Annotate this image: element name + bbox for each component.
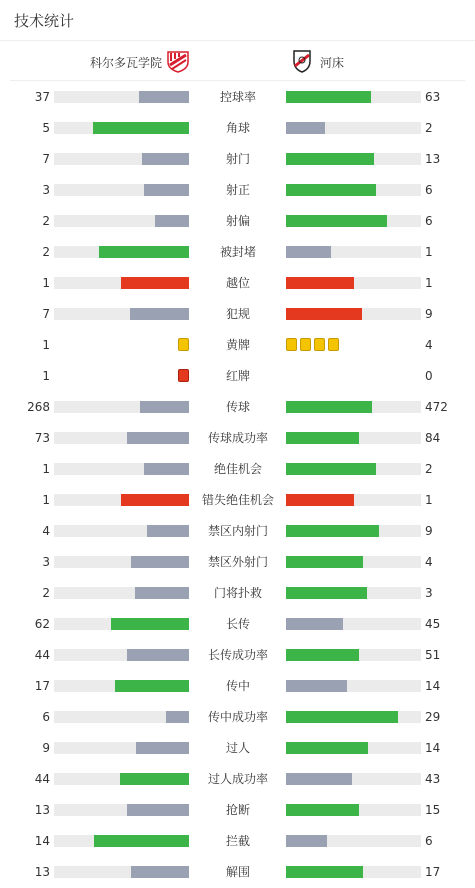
home-stat-value: 37 <box>34 90 50 104</box>
away-stat-bar-track <box>286 432 421 444</box>
stat-label: 黄牌 <box>225 338 250 352</box>
away-stat-bar-track <box>286 184 421 196</box>
away-stat-value: 6 <box>425 834 433 848</box>
home-stat-bar <box>93 122 189 134</box>
away-stat-bar <box>286 618 343 630</box>
stat-row <box>0 521 475 541</box>
away-stat-bar <box>286 525 379 537</box>
home-stat-bar <box>127 432 189 444</box>
home-stat-bar <box>140 401 189 413</box>
home-stat-bar <box>127 649 189 661</box>
stat-row <box>0 583 475 603</box>
stat-row <box>0 428 475 448</box>
home-stat-bar-track <box>54 618 189 630</box>
header-divider <box>0 40 475 41</box>
home-stat-value: 1 <box>42 462 50 476</box>
home-stat-bar <box>127 804 189 816</box>
stat-row <box>0 738 475 758</box>
away-stat-bar <box>286 835 327 847</box>
home-stat-value: 7 <box>42 307 50 321</box>
away-stat-value: 1 <box>425 245 433 259</box>
stat-label: 红牌 <box>225 369 250 383</box>
away-stat-value: 9 <box>425 307 433 321</box>
away-stat-bar-track <box>286 308 421 320</box>
home-stat-bar-track <box>54 556 189 568</box>
home-stat-bar <box>111 618 189 630</box>
home-stat-value: 73 <box>34 431 50 445</box>
away-stat-bar-track <box>286 277 421 289</box>
yellow-card-icon <box>286 338 297 351</box>
away-stat-bar <box>286 804 359 816</box>
away-stat-value: 63 <box>425 90 441 104</box>
home-stat-bar-track <box>54 835 189 847</box>
home-stat-bar-track <box>54 432 189 444</box>
stat-label: 解围 <box>225 865 250 879</box>
home-stat-bar-track <box>54 494 189 506</box>
stat-row <box>0 335 475 355</box>
stat-row <box>0 800 475 820</box>
away-stat-bar-track <box>286 680 421 692</box>
away-stat-bar-track <box>286 401 421 413</box>
home-stat-value: 1 <box>42 338 50 352</box>
home-stat-bar-track <box>54 866 189 878</box>
away-stat-value: 472 <box>425 400 448 414</box>
home-stat-bar-track <box>54 587 189 599</box>
home-stat-bar-track <box>54 525 189 537</box>
home-stat-value: 7 <box>42 152 50 166</box>
teams-header <box>0 42 475 80</box>
home-stat-value: 14 <box>34 834 50 848</box>
home-stat-bar <box>144 463 189 475</box>
home-stat-value: 3 <box>42 183 50 197</box>
stat-label: 射偏 <box>225 214 250 228</box>
stat-row <box>0 831 475 851</box>
away-stat-bar <box>286 711 398 723</box>
away-stat-value: 3 <box>425 586 433 600</box>
away-stat-value: 17 <box>425 865 441 879</box>
home-team[interactable] <box>90 49 190 76</box>
away-stat-bar <box>286 215 387 227</box>
away-stat-bar <box>286 680 347 692</box>
away-stat-bar-track <box>286 866 421 878</box>
stat-row <box>0 149 475 169</box>
away-stat-bar <box>286 649 359 661</box>
away-stat-bar-track <box>286 494 421 506</box>
away-stat-value: 84 <box>425 431 441 445</box>
home-stat-value: 13 <box>34 803 50 817</box>
away-stat-value: 13 <box>425 152 441 166</box>
home-stat-value: 1 <box>42 369 50 383</box>
home-stat-bar-track <box>54 153 189 165</box>
away-stat-value: 45 <box>425 617 441 631</box>
home-stat-bar <box>94 835 189 847</box>
away-stat-value: 6 <box>425 183 433 197</box>
away-stat-bar-track <box>286 742 421 754</box>
home-stat-value: 4 <box>42 524 50 538</box>
home-stat-bar <box>139 91 189 103</box>
away-stat-value: 4 <box>425 555 433 569</box>
home-stat-bar-track <box>54 122 189 134</box>
away-stat-bar-track <box>286 773 421 785</box>
home-stat-bar <box>120 773 189 785</box>
home-stat-bar-track <box>54 804 189 816</box>
away-stat-value: 9 <box>425 524 433 538</box>
away-stat-bar <box>286 308 362 320</box>
stat-label: 射门 <box>225 152 250 166</box>
stat-row <box>0 645 475 665</box>
away-stat-value: 43 <box>425 772 441 786</box>
home-stat-bar-track <box>54 649 189 661</box>
home-stat-bar <box>131 866 189 878</box>
home-stat-bar <box>136 742 189 754</box>
yellow-card-icon <box>300 338 311 351</box>
away-stat-bar-track <box>286 122 421 134</box>
away-stat-value: 6 <box>425 214 433 228</box>
stat-label: 越位 <box>225 276 250 290</box>
stat-row <box>0 211 475 231</box>
stat-row <box>0 676 475 696</box>
stat-row <box>0 459 475 479</box>
home-stat-value: 268 <box>27 400 50 414</box>
away-stat-bar <box>286 773 352 785</box>
stat-label: 禁区外射门 <box>207 555 268 569</box>
stat-label: 错失绝佳机会 <box>201 493 274 507</box>
away-stat-value: 14 <box>425 741 441 755</box>
away-stat-value: 14 <box>425 679 441 693</box>
away-stat-bar <box>286 866 363 878</box>
stat-label: 被封堵 <box>219 245 256 259</box>
stat-label: 传球成功率 <box>207 431 268 445</box>
away-stat-bar-track <box>286 215 421 227</box>
away-stat-value: 1 <box>425 276 433 290</box>
away-stat-bar <box>286 153 374 165</box>
away-stat-bar-track <box>286 618 421 630</box>
home-stat-value: 6 <box>42 710 50 724</box>
away-stat-bar <box>286 277 354 289</box>
home-stat-bar <box>121 277 189 289</box>
away-stat-value: 2 <box>425 121 433 135</box>
away-team-logo-icon <box>292 49 312 76</box>
stat-label: 禁区内射门 <box>207 524 268 538</box>
home-stat-bar <box>144 184 189 196</box>
away-stat-bar-track <box>286 463 421 475</box>
home-team-name: 科尔多瓦学院 <box>89 56 162 70</box>
home-stat-bar-track <box>54 277 189 289</box>
home-stat-value: 44 <box>34 648 50 662</box>
home-team-logo-icon <box>166 49 190 76</box>
stat-row <box>0 707 475 727</box>
home-stat-value: 1 <box>42 493 50 507</box>
stat-row <box>0 87 475 107</box>
away-stat-bar-track <box>286 91 421 103</box>
away-team[interactable] <box>292 49 344 76</box>
home-stat-bar <box>121 494 189 506</box>
home-stat-bar-track <box>54 215 189 227</box>
stat-row <box>0 242 475 262</box>
stat-label: 门将扑救 <box>213 586 262 600</box>
stat-row <box>0 862 475 882</box>
away-stat-bar <box>286 401 372 413</box>
home-stat-bar-track <box>54 773 189 785</box>
away-stat-value: 4 <box>425 338 433 352</box>
home-stat-bar <box>142 153 189 165</box>
stat-label: 长传 <box>225 617 250 631</box>
stat-label: 射正 <box>225 183 250 197</box>
home-stat-value: 2 <box>42 214 50 228</box>
stat-row <box>0 769 475 789</box>
home-stat-value: 2 <box>42 586 50 600</box>
home-stat-value: 3 <box>42 555 50 569</box>
home-stat-bar-track <box>54 91 189 103</box>
home-stat-bar-track <box>54 711 189 723</box>
away-cards <box>286 338 339 352</box>
page-title: 技术统计 <box>14 12 75 30</box>
home-stat-value: 13 <box>34 865 50 879</box>
away-stat-bar-track <box>286 649 421 661</box>
home-stat-value: 9 <box>42 741 50 755</box>
stat-label: 传球 <box>225 400 250 414</box>
away-stat-bar <box>286 494 354 506</box>
away-stat-bar <box>286 463 376 475</box>
away-stat-bar <box>286 246 331 258</box>
away-stat-value: 51 <box>425 648 441 662</box>
stat-label: 控球率 <box>219 90 256 104</box>
home-stat-bar-track <box>54 246 189 258</box>
stat-label: 传中成功率 <box>207 710 268 724</box>
stat-row <box>0 614 475 634</box>
away-stat-bar <box>286 91 371 103</box>
home-stat-bar <box>155 215 189 227</box>
stat-row <box>0 273 475 293</box>
home-stat-bar-track <box>54 401 189 413</box>
stat-label: 角球 <box>225 121 250 135</box>
away-stat-value: 0 <box>425 369 433 383</box>
stat-label: 抢断 <box>225 803 250 817</box>
away-stat-bar <box>286 432 359 444</box>
stat-label: 传中 <box>225 679 250 693</box>
home-stat-bar <box>166 711 189 723</box>
home-stat-value: 44 <box>34 772 50 786</box>
stat-row <box>0 118 475 138</box>
home-stat-bar <box>115 680 189 692</box>
home-stat-value: 17 <box>34 679 50 693</box>
home-stat-value: 2 <box>42 245 50 259</box>
away-stat-bar <box>286 742 368 754</box>
home-stat-bar <box>99 246 189 258</box>
stat-row <box>0 552 475 572</box>
yellow-card-icon <box>328 338 339 351</box>
home-stat-bar <box>147 525 189 537</box>
away-stat-value: 15 <box>425 803 441 817</box>
stat-label: 长传成功率 <box>207 648 268 662</box>
yellow-card-icon <box>314 338 325 351</box>
away-stat-value: 2 <box>425 462 433 476</box>
away-stat-bar-track <box>286 835 421 847</box>
away-stat-bar-track <box>286 153 421 165</box>
stat-label: 绝佳机会 <box>213 462 262 476</box>
home-stat-bar-track <box>54 463 189 475</box>
home-stat-value: 62 <box>34 617 50 631</box>
home-stat-bar-track <box>54 184 189 196</box>
away-stat-bar <box>286 184 376 196</box>
away-stat-bar <box>286 122 325 134</box>
stat-row <box>0 490 475 510</box>
home-stat-value: 1 <box>42 276 50 290</box>
stat-label: 过人成功率 <box>207 772 268 786</box>
home-stat-bar <box>131 556 189 568</box>
home-stat-bar <box>135 587 189 599</box>
away-stat-bar <box>286 587 367 599</box>
teams-divider <box>10 80 465 81</box>
home-stat-value: 5 <box>42 121 50 135</box>
stat-label: 拦截 <box>225 834 250 848</box>
away-stat-bar-track <box>286 711 421 723</box>
stat-row <box>0 304 475 324</box>
home-stat-bar-track <box>54 308 189 320</box>
stat-label: 犯规 <box>225 307 250 321</box>
stat-label: 过人 <box>225 741 250 755</box>
away-stat-bar-track <box>286 246 421 258</box>
away-stat-value: 1 <box>425 493 433 507</box>
home-stat-bar-track <box>54 742 189 754</box>
away-stat-bar-track <box>286 587 421 599</box>
away-stat-bar <box>286 556 363 568</box>
home-stat-bar-track <box>54 680 189 692</box>
away-stat-bar-track <box>286 556 421 568</box>
away-team-name: 河床 <box>320 56 345 70</box>
away-stat-bar-track <box>286 804 421 816</box>
stat-row <box>0 180 475 200</box>
home-stat-bar <box>130 308 189 320</box>
away-stat-bar-track <box>286 525 421 537</box>
away-stat-value: 29 <box>425 710 441 724</box>
stat-row <box>0 366 475 386</box>
stat-row <box>0 397 475 417</box>
